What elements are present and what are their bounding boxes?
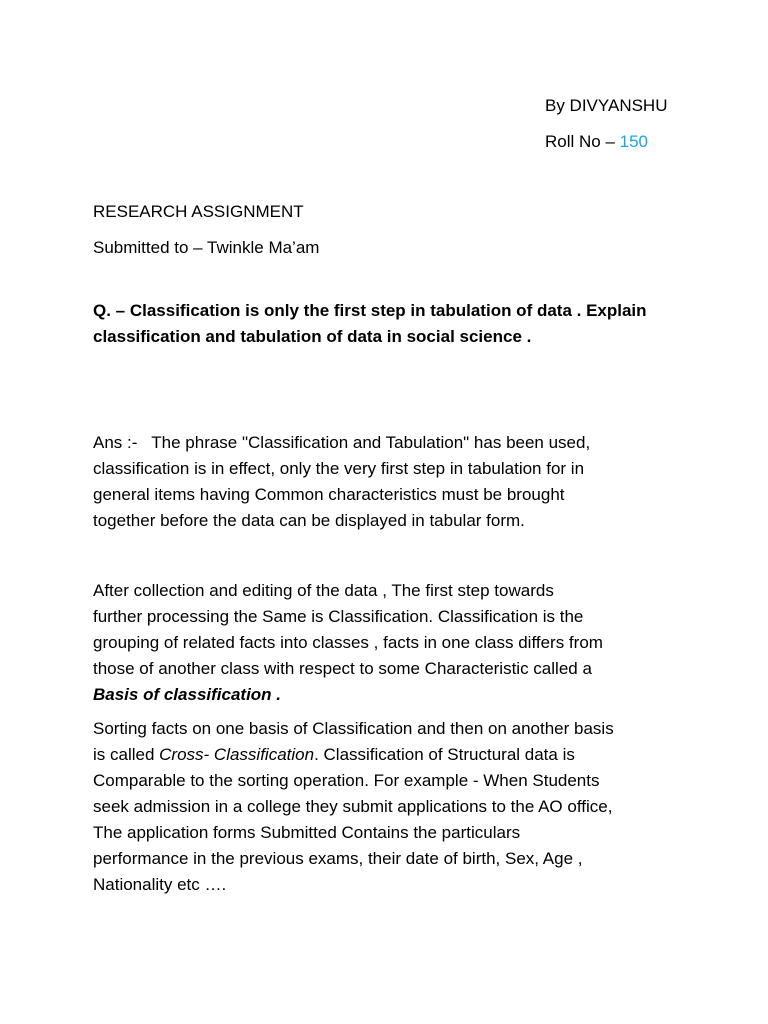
- assignment-header: [93, 194, 319, 266]
- paragraph-line: further processing the Same is Classification. Classification is the: [93, 607, 584, 626]
- answer-line: together before the data can be displayed in tabular form.: [93, 511, 525, 530]
- question-line: classification and tabulation of data in social science .: [93, 327, 532, 346]
- answer-line: general items having Common characteristics must be brought: [93, 485, 565, 504]
- classification-paragraph: [93, 578, 693, 708]
- answer-line: Ans :- The phrase "Classification and Tabulation" has been used,: [93, 433, 591, 452]
- assignment-title: RESEARCH ASSIGNMENT: [93, 202, 304, 221]
- paragraph-text: is called: [93, 745, 160, 764]
- question-line: Q. – Classification is only the first step in tabulation of data . Explain: [93, 301, 647, 320]
- paragraph-line: The application forms Submitted Contains the particulars: [93, 823, 521, 842]
- paragraph-line: [93, 742, 693, 768]
- paragraph-text: . Classification of Structural data is: [314, 745, 575, 764]
- paragraph-line: Comparable to the sorting operation. For example - When Students: [93, 771, 600, 790]
- paragraph-line: performance in the previous exams, their date of birth, Sex, Age ,: [93, 849, 583, 868]
- answer-line: classification is in effect, only the very first step in tabulation for in: [93, 459, 585, 478]
- basis-of-classification-emphasis: Basis of classification .: [93, 685, 282, 704]
- paragraph-line: those of another class with respect to some Characteristic called a: [93, 659, 592, 678]
- roll-number-label: Roll No –: [545, 132, 620, 151]
- paragraph-line: seek admission in a college they submit applications to the AO office,: [93, 797, 613, 816]
- author-block: [545, 88, 668, 160]
- cross-classification-paragraph: [93, 716, 693, 898]
- paragraph-line: grouping of related facts into classes , facts in one class differs from: [93, 633, 603, 652]
- roll-number-value: 150: [619, 132, 649, 151]
- submitted-to: Submitted to – Twinkle Ma’am: [93, 238, 320, 257]
- cross-classification-term: Cross- Classification: [159, 745, 315, 764]
- paragraph-line: After collection and editing of the data , The first step towards: [93, 581, 554, 600]
- question-text: [93, 298, 693, 350]
- paragraph-line: Nationality etc ….: [93, 875, 227, 894]
- paragraph-line: Sorting facts on one basis of Classification and then on another basis: [93, 719, 614, 738]
- author-name: By DIVYANSHU: [545, 96, 668, 115]
- answer-paragraph: [93, 430, 693, 534]
- roll-number-line: [545, 124, 668, 160]
